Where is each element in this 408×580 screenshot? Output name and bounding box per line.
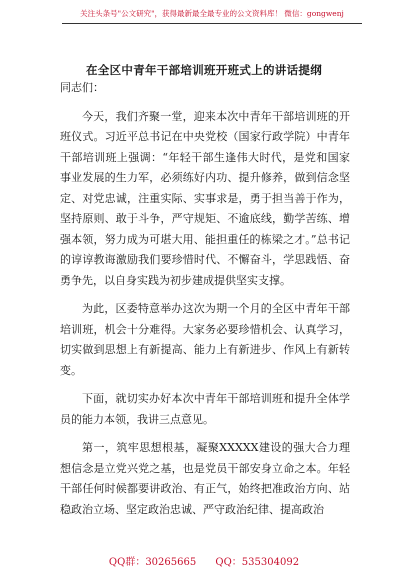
footer-qq-contact: QQ：535304092 xyxy=(215,557,300,568)
document-title: 在全区中青年干部培训班开班式上的讲话提纲 xyxy=(86,63,322,77)
document-body xyxy=(60,78,350,520)
paragraph-4: 第一，筑牢思想根基，凝聚XXXXX建设的强大合力理想信念是立党兴党之基，也是党员干部安身立命之本。年轻干部任何时候都要讲政治、有正气，始终把准政治方向、站稳政治立场、坚定政治忠诚、严守政治纪律、提高政治 xyxy=(60,441,350,516)
salutation: 同志们： xyxy=(60,81,104,94)
page-header-banner: 关注头条号"公文研究"，获得最新最全最专业的公文资料库！ 微信：gongwenj xyxy=(62,8,362,24)
page-footer xyxy=(0,553,408,568)
paragraph-1: 今天，我们齐聚一堂，迎来本次中青年干部培训班的开班仪式。习近平总书记在中央党校（国家行政学院）中青年干部培训班上强调：“年轻干部生逢伟大时代，是党和国家事业发展的生力军，必须练好内功、提升修养，做到信念坚定、对党忠诚，注重实际、实事求是，勇于担当善于作为，坚持原则、敢于斗争，严守规矩、不逾底线，勤学苦练、增强本领，努力成为可堪大用、能担重任的栋梁之才。”总书记的谆谆教诲激励我们要珍惜时代、不懈奋斗，学思践悟、奋勇争先，以自身实践为初步建成提供坚实支撑。 xyxy=(60,109,350,287)
paragraph-2: 为此，区委特意举办这次为期一个月的全区中青年干部培训班，机会十分难得。大家务必要珍惜机会、认真学习，切实做到思想上有新提高、能力上有新进步、作风上有新转变。 xyxy=(60,302,350,377)
footer-qq-group: QQ群：30265665 xyxy=(108,557,197,568)
paragraph-3: 下面，就切实办好本次中青年干部培训班和提升全体学员的能力本领，我讲三点意见。 xyxy=(60,392,350,426)
